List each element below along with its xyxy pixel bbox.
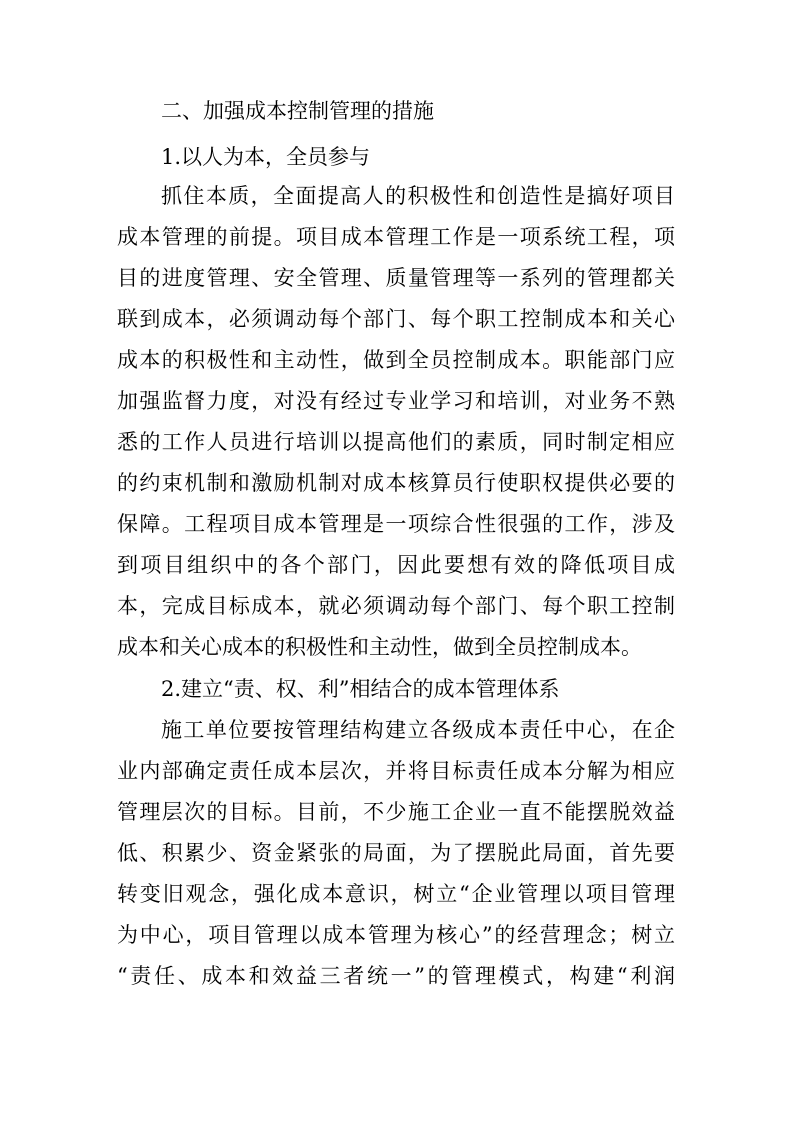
paragraph-1-line: 本，完成目标成本，就必须调动每个部门、每个职工控制 (117, 594, 675, 618)
paragraph-1-line: 的约束机制和激励机制对成本核算员行使职权提供必要的 (117, 471, 675, 495)
paragraph-1-line: 成本的积极性和主动性，做到全员控制成本。职能部门应 (117, 348, 675, 372)
section-heading: 二、加强成本控制管理的措施 (161, 99, 434, 123)
paragraph-1-line: 联到成本，必须调动每个部门、每个职工控制成本和关心 (117, 307, 675, 331)
sub-heading-1: 1.以人为本，全员参与 (161, 145, 371, 169)
paragraph-1-line: 到项目组织中的各个部门，因此要想有效的降低项目成 (117, 553, 675, 577)
paragraph-1-line: 成本和关心成本的积极性和主动性，做到全员控制成本。 (117, 635, 642, 659)
paragraph-2-line: 低、积累少、资金紧张的局面，为了摆脱此局面，首先要 (117, 841, 675, 865)
paragraph-1-line: 保障。工程项目成本管理是一项综合性很强的工作，涉及 (117, 512, 675, 536)
paragraph-1-line: 加强监督力度，对没有经过专业学习和培训，对业务不熟 (117, 389, 675, 413)
paragraph-1-line: 目的进度管理、安全管理、质量管理等一系列的管理都关 (117, 266, 675, 290)
paragraph-2-line: 业内部确定责任成本层次，并将目标责任成本分解为相应 (117, 759, 675, 783)
paragraph-2-line: “责任、成本和效益三者统一”的管理模式，构建“利润 (117, 964, 675, 988)
paragraph-1-line: 成本管理的前提。项目成本管理工作是一项系统工程，项 (117, 225, 675, 249)
paragraph-2-line: 为中心，项目管理以成本管理为核心”的经营理念；树立 (117, 923, 675, 947)
paragraph-2-line: 施工单位要按管理结构建立各级成本责任中心，在企 (161, 718, 675, 742)
sub-heading-2: 2.建立“责、权、利”相结合的成本管理体系 (161, 677, 560, 701)
paragraph-2-line: 管理层次的目标。目前，不少施工企业一直不能摆脱效益 (117, 800, 675, 824)
paragraph-1-line: 抓住本质，全面提高人的积极性和创造性是搞好项目 (161, 184, 675, 208)
paragraph-2-line: 转变旧观念，强化成本意识，树立“企业管理以项目管理 (117, 882, 675, 906)
paragraph-1-line: 悉的工作人员进行培训以提高他们的素质，同时制定相应 (117, 430, 675, 454)
